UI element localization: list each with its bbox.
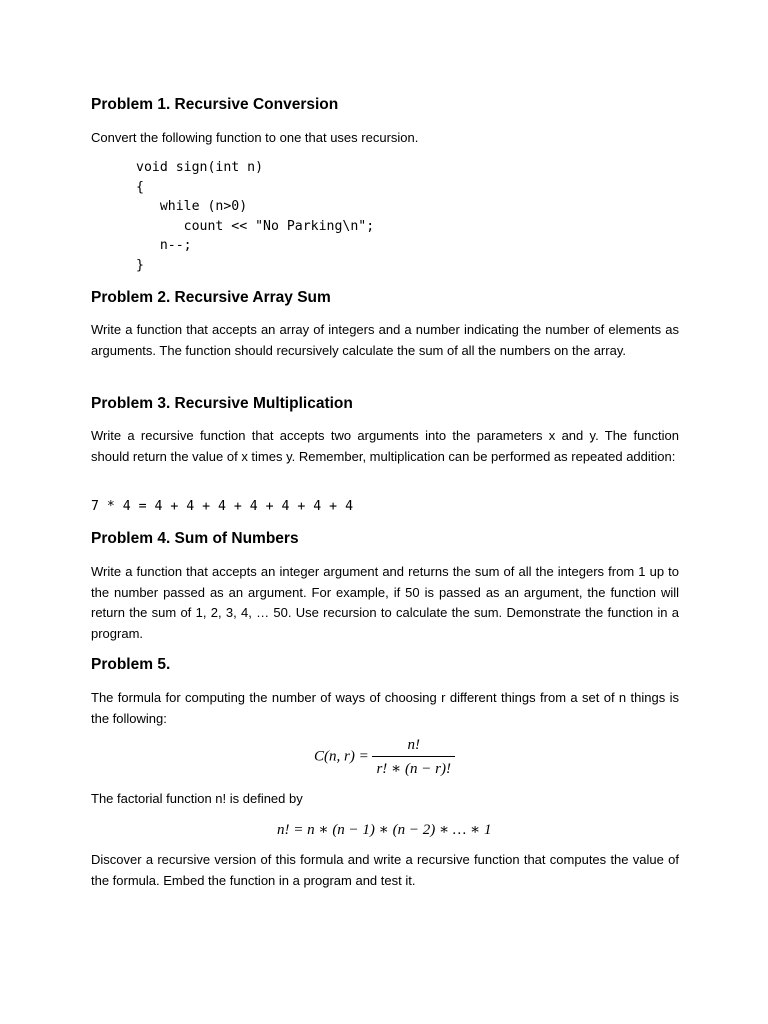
problem-5-text-3: Discover a recursive version of this formula and write a recursive function that computes the value of the formula. Embed the function in a program and test it. <box>91 852 679 888</box>
problem-5-text-2: The factorial function n! is defined by <box>91 791 303 806</box>
problem-2-title: Problem 2. Recursive Array Sum <box>91 289 331 306</box>
formula-numerator: n! <box>372 736 454 757</box>
problem-4-title: Problem 4. Sum of Numbers <box>91 530 299 547</box>
problem-3-title: Problem 3. Recursive Multiplication <box>91 395 353 412</box>
formula-fraction <box>372 736 454 778</box>
combination-formula <box>314 736 455 778</box>
problem-4-text: Write a function that accepts an integer argument and returns the sum of all the integers from 1 up to the number passed as an argument. For example, if 50 is passed as an argument, the function will return the sum of 1, 2, 3, 4, … 50. Use recursion to calculate the sum. Demonstrate the function in a program. <box>91 564 679 641</box>
problem-3-text: Write a recursive function that accepts two arguments into the parameters x and y. The function should return the value of x times y. Remember, multiplication can be performed as repeated addition: <box>91 428 679 464</box>
formula-denominator: r! ∗ (n − r)! <box>376 761 451 777</box>
problem-1-title: Problem 1. Recursive Conversion <box>91 96 339 113</box>
code-line: } <box>136 257 144 273</box>
code-line: void sign(int n) <box>136 160 264 175</box>
problem-5-text: The formula for computing the number of ways of choosing r different things from a set of n things is the following: <box>91 690 679 726</box>
problem-2-text: Write a function that accepts an array of integers and a number indicating the number of elements as arguments. The function should recursively calculate the sum of all the numbers on the array. <box>91 322 679 358</box>
code-line: while (n>0) <box>136 199 248 215</box>
problem-1-code-block <box>136 158 374 276</box>
code-line: { <box>136 179 144 195</box>
factorial-formula: n! = n ∗ (n − 1) ∗ (n − 2) ∗ … ∗ 1 <box>277 822 492 838</box>
formula-lhs: C(n, r) = <box>314 748 369 765</box>
problem-3-example: 7 * 4 = 4 + 4 + 4 + 4 + 4 + 4 + 4 <box>91 499 354 514</box>
problem-5-title: Problem 5. <box>91 656 171 673</box>
code-line: count << "No Parking\n"; <box>136 218 375 234</box>
problem-1-text: Convert the following function to one that uses recursion. <box>91 130 419 145</box>
code-line: n--; <box>136 238 192 254</box>
